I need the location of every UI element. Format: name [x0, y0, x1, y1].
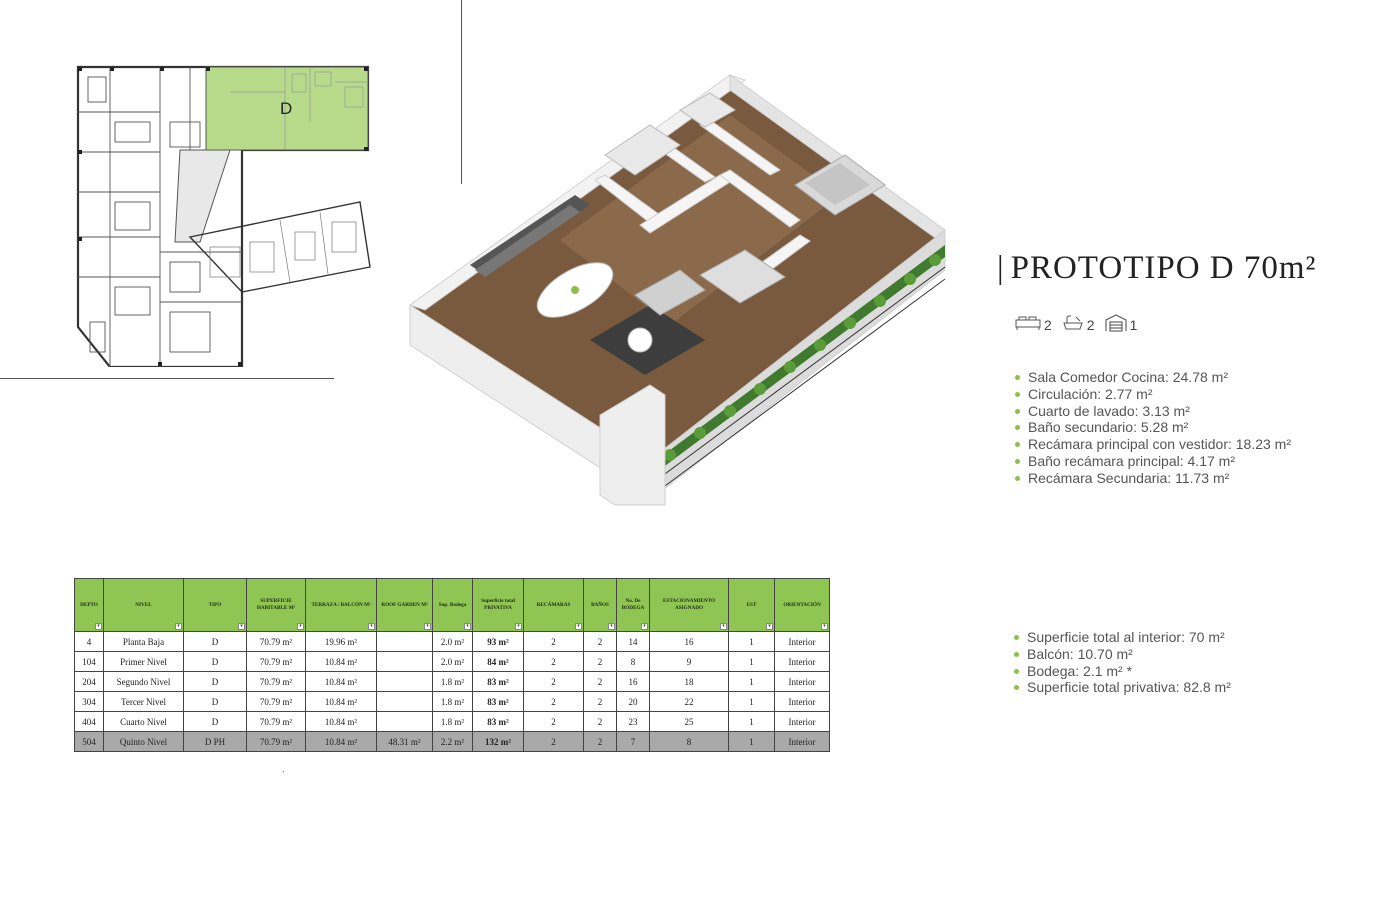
- table-cell: Tercer Nivel: [104, 692, 184, 712]
- table-cell: 70.79 m²: [247, 672, 306, 692]
- column-header-label: HABITABLE M²: [256, 605, 296, 611]
- table-cell: 9: [650, 652, 729, 672]
- table-cell: 1: [729, 692, 775, 712]
- table-row: [75, 672, 830, 692]
- list-item: Superficie total al interior: 70 m²: [1014, 629, 1231, 646]
- table-cell: 48.31 m²: [377, 732, 433, 752]
- table-cell: 7: [617, 732, 650, 752]
- table-cell: 2.2 m²: [433, 732, 473, 752]
- title-bar: |: [997, 250, 1005, 286]
- table-cell: 1: [729, 712, 775, 732]
- list-item: Sala Comedor Cocina: 24.78 m²: [1015, 369, 1291, 386]
- column-header-label: ASIGNADO: [675, 605, 703, 611]
- table-cell: Interior: [775, 652, 830, 672]
- floor-plan-render: [400, 45, 950, 515]
- column-header: [184, 579, 247, 632]
- table-row: [75, 652, 830, 672]
- list-item: Recámara principal con vestidor: 18.23 m²: [1015, 436, 1291, 453]
- table-cell: Interior: [775, 692, 830, 712]
- table-cell: 8: [617, 652, 650, 672]
- table-cell: 2: [584, 672, 617, 692]
- list-item: Balcón: 10.70 m²: [1014, 646, 1231, 663]
- column-header-label: EST: [746, 601, 757, 608]
- list-item: Recámara Secundaria: 11.73 m²: [1015, 470, 1291, 487]
- filter-dropdown-icon[interactable]: ▾: [464, 623, 471, 630]
- table-cell: 1.8 m²: [433, 692, 473, 712]
- table-cell: 25: [650, 712, 729, 732]
- table-cell: D: [184, 652, 247, 672]
- filter-dropdown-icon[interactable]: ▾: [238, 623, 245, 630]
- column-header: [247, 579, 306, 632]
- table-cell: [377, 712, 433, 732]
- filter-dropdown-icon[interactable]: ▾: [175, 623, 182, 630]
- table-cell: D: [184, 632, 247, 652]
- table-cell: 504: [75, 732, 104, 752]
- table-cell: [377, 672, 433, 692]
- table-cell: Primer Nivel: [104, 652, 184, 672]
- column-header-label: BODEGA: [621, 605, 645, 611]
- table-cell: D: [184, 712, 247, 732]
- column-header: [617, 579, 650, 632]
- column-header-label: BAÑOS: [591, 601, 609, 608]
- table-cell: 70.79 m²: [247, 652, 306, 672]
- table-cell: 404: [75, 712, 104, 732]
- column-header-label: Sup. Bodega: [438, 601, 467, 608]
- table-cell: 18: [650, 672, 729, 692]
- parking-count: 1: [1129, 316, 1138, 333]
- list-item: Baño recámara principal: 4.17 m²: [1015, 453, 1291, 470]
- bathtub-icon: [1062, 315, 1084, 334]
- table-cell: 2: [524, 672, 584, 692]
- column-header: [306, 579, 377, 632]
- column-header: [650, 579, 729, 632]
- column-header-label: DEPTO: [80, 601, 98, 608]
- column-header-label: RECÁMARAS: [536, 601, 571, 608]
- table-cell: 2: [584, 652, 617, 672]
- table-cell: 1.8 m²: [433, 672, 473, 692]
- column-header-label: ESTACIONAMIENTO: [663, 598, 715, 604]
- totals-list: [1014, 629, 1231, 696]
- bed-icon: [1015, 315, 1041, 334]
- table-cell: 16: [650, 632, 729, 652]
- list-item: Superficie total privativa: 82.8 m²: [1014, 679, 1231, 696]
- table-row: [75, 712, 830, 732]
- column-header: [729, 579, 775, 632]
- table-cell: 83 m²: [473, 672, 524, 692]
- table-cell: 2: [524, 692, 584, 712]
- table-cell: 2.0 m²: [433, 652, 473, 672]
- garage-icon: [1105, 314, 1127, 335]
- table-cell: 2: [524, 712, 584, 732]
- table-cell: 8: [650, 732, 729, 752]
- table-cell: [377, 632, 433, 652]
- column-header: [104, 579, 184, 632]
- table-cell: 19.96 m²: [306, 632, 377, 652]
- table-cell: 2: [524, 732, 584, 752]
- table-cell: 10.84 m²: [306, 712, 377, 732]
- column-header: [473, 579, 524, 632]
- column-header-label: PRIVATIVA: [484, 605, 512, 611]
- table-cell: 10.84 m²: [306, 652, 377, 672]
- table-cell: 2.0 m²: [433, 632, 473, 652]
- table-cell: 1.8 m²: [433, 712, 473, 732]
- table-cell: 132 m²: [473, 732, 524, 752]
- filter-dropdown-icon[interactable]: ▾: [641, 623, 648, 630]
- table-header-row: [75, 579, 830, 632]
- column-header: [75, 579, 104, 632]
- table-cell: 1: [729, 652, 775, 672]
- table-cell: D PH: [184, 732, 247, 752]
- column-header: [433, 579, 473, 632]
- table-cell: 2: [584, 632, 617, 652]
- column-header-label: TIPO: [208, 601, 222, 608]
- table-cell: 2: [524, 652, 584, 672]
- bedrooms-count: 2: [1044, 316, 1052, 333]
- table-cell: D: [184, 692, 247, 712]
- table-cell: 70.79 m²: [247, 632, 306, 652]
- filter-dropdown-icon[interactable]: ▾: [424, 623, 431, 630]
- table-cell: 304: [75, 692, 104, 712]
- rooms-list: [1015, 369, 1291, 487]
- table-cell: 204: [75, 672, 104, 692]
- filter-dropdown-icon[interactable]: ▾: [720, 623, 727, 630]
- table-cell: Cuarto Nivel: [104, 712, 184, 732]
- table-cell: 70.79 m²: [247, 732, 306, 752]
- table-row: [75, 732, 830, 752]
- table-cell: 84 m²: [473, 652, 524, 672]
- table-cell: Planta Baja: [104, 632, 184, 652]
- table-cell: 83 m²: [473, 692, 524, 712]
- table-cell: D: [184, 672, 247, 692]
- table-cell: 16: [617, 672, 650, 692]
- filter-dropdown-icon[interactable]: ▾: [368, 623, 375, 630]
- table-row: [75, 632, 830, 652]
- column-header-label: Superficie total: [481, 598, 515, 604]
- table-cell: Segundo Nivel: [104, 672, 184, 692]
- table-cell: 83 m²: [473, 712, 524, 732]
- table-cell: 2: [584, 692, 617, 712]
- filter-dropdown-icon[interactable]: ▾: [821, 623, 828, 630]
- table-cell: 20: [617, 692, 650, 712]
- list-item: Bodega: 2.1 m² *: [1014, 663, 1231, 680]
- table-cell: 10.84 m²: [306, 692, 377, 712]
- table-body: [75, 632, 830, 752]
- table-row: [75, 692, 830, 712]
- column-header-label: ORIENTACIÓN: [783, 601, 821, 608]
- table-cell: 70.79 m²: [247, 712, 306, 732]
- table-cell: 14: [617, 632, 650, 652]
- table-cell: 1: [729, 632, 775, 652]
- table-cell: 10.84 m²: [306, 672, 377, 692]
- table-cell: Interior: [775, 712, 830, 732]
- table-cell: 22: [650, 692, 729, 712]
- column-header-label: ROOF GARDEN M²: [381, 601, 428, 608]
- list-item: Baño secundario: 5.28 m²: [1015, 419, 1291, 436]
- filter-dropdown-icon[interactable]: ▾: [575, 623, 582, 630]
- table-cell: [377, 652, 433, 672]
- column-header: [775, 579, 830, 632]
- units-table: [74, 578, 830, 752]
- column-header-label: TERRAZA / BALCÓN M²: [311, 601, 371, 608]
- table-cell: 2: [584, 732, 617, 752]
- table-cell: Interior: [775, 632, 830, 652]
- column-header-label: SUPERFICIE: [260, 598, 292, 604]
- column-header: [584, 579, 617, 632]
- table-cell: 1: [729, 672, 775, 692]
- bathrooms-count: 2: [1086, 316, 1095, 333]
- horizontal-divider: [0, 378, 334, 379]
- column-header: [524, 579, 584, 632]
- table-cell: Interior: [775, 672, 830, 692]
- table-cell: 104: [75, 652, 104, 672]
- list-item: Circulación: 2.77 m²: [1015, 386, 1291, 403]
- table-cell: 10.84 m²: [306, 732, 377, 752]
- table-cell: 70.79 m²: [247, 692, 306, 712]
- filter-dropdown-icon[interactable]: ▾: [766, 623, 773, 630]
- table-cell: 4: [75, 632, 104, 652]
- page-title: [997, 250, 1316, 287]
- column-header-label: NIVEL: [135, 601, 152, 608]
- table-cell: 1: [729, 732, 775, 752]
- table-cell: 93 m²: [473, 632, 524, 652]
- table-cell: Quinto Nivel: [104, 732, 184, 752]
- table-cell: 23: [617, 712, 650, 732]
- filter-dropdown-icon[interactable]: ▾: [95, 623, 102, 630]
- column-header: [377, 579, 433, 632]
- stray-dot: [283, 771, 284, 772]
- table-cell: 2: [584, 712, 617, 732]
- feature-counts: [1015, 314, 1147, 335]
- filter-dropdown-icon[interactable]: ▾: [297, 623, 304, 630]
- table-cell: 2: [524, 632, 584, 652]
- table-cell: [377, 692, 433, 712]
- site-plan: [70, 62, 380, 367]
- list-item: Cuarto de lavado: 3.13 m²: [1015, 403, 1291, 420]
- filter-dropdown-icon[interactable]: ▾: [515, 623, 522, 630]
- column-header-label: No. De: [625, 598, 641, 604]
- filter-dropdown-icon[interactable]: ▾: [608, 623, 615, 630]
- table-cell: Interior: [775, 732, 830, 752]
- unit-d-label: D: [280, 99, 293, 118]
- title-text: PROTOTIPO D 70m²: [1010, 250, 1317, 286]
